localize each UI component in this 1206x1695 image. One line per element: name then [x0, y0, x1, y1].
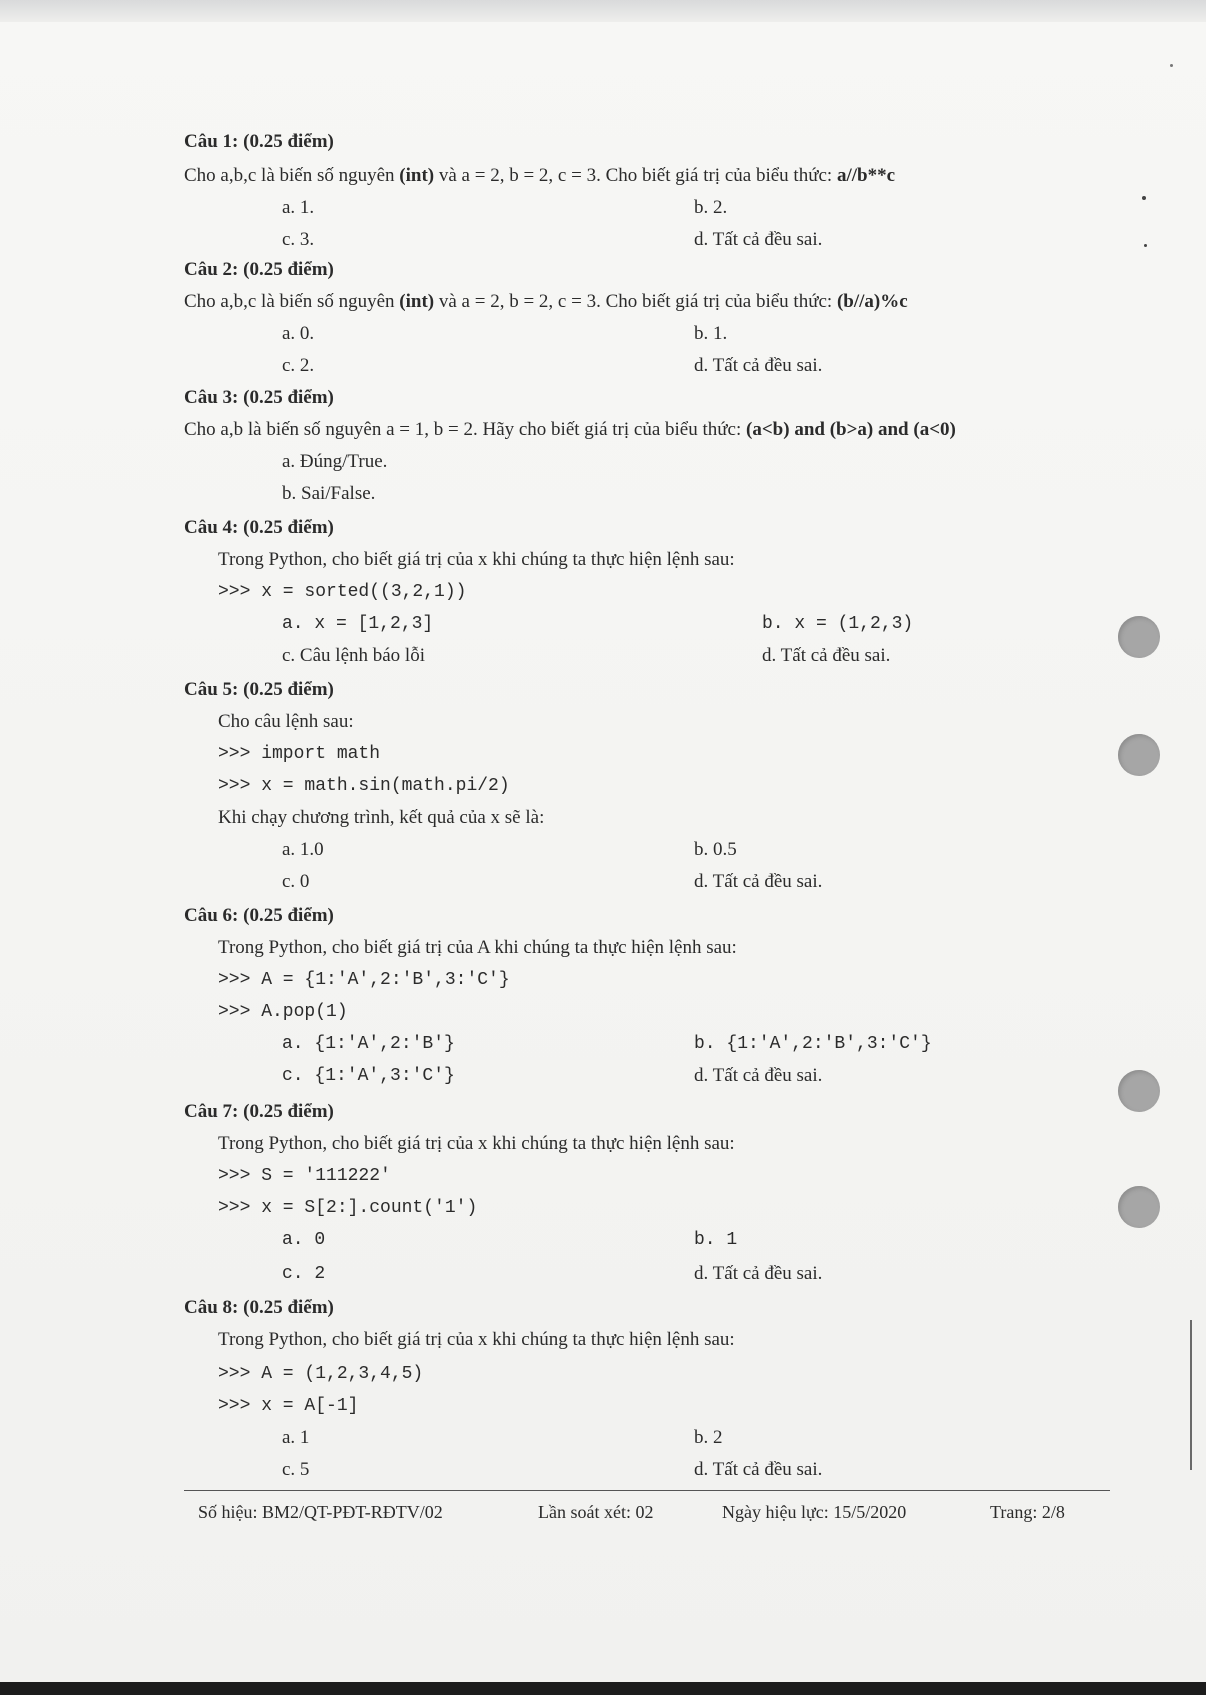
option-c: c. Câu lệnh báo lỗi [282, 645, 425, 666]
question-6-intro: Trong Python, cho biết giá trị của A khi chúng ta thực hiện lệnh sau: [218, 937, 737, 958]
stem-type: (int) [399, 165, 435, 186]
scan-speck [1142, 196, 1146, 200]
question-1-stem [184, 164, 895, 188]
option-b: b. 1. [694, 323, 728, 344]
option-b: b. 0.5 [694, 839, 737, 860]
option-b: b. x = (1,2,3) [762, 614, 914, 634]
option-c: c. 2 [282, 1264, 326, 1284]
punch-hole [1118, 734, 1160, 776]
option-d: d. Tất cả đều sai. [694, 229, 823, 250]
stem-text: và a = 2, b = 2, c = 3. Cho biết giá trị của biểu thức: [434, 165, 837, 186]
question-3-title: Câu 3: (0.25 điểm) [184, 387, 334, 408]
stem-text: Cho a,b,c là biến số nguyên [184, 291, 400, 312]
option-b: b. 1 [694, 1230, 738, 1250]
question-6-title: Câu 6: (0.25 điểm) [184, 905, 334, 926]
option-c: c. 2. [282, 355, 315, 376]
question-5-after: Khi chạy chương trình, kết quả của x sẽ là: [218, 807, 545, 828]
option-c: c. {1:'A',3:'C'} [282, 1066, 455, 1086]
code-line: >>> x = sorted((3,2,1)) [218, 582, 467, 602]
question-5-intro: Cho câu lệnh sau: [218, 711, 354, 732]
footer-effective-date: Ngày hiệu lực: 15/5/2020 [722, 1502, 907, 1522]
punch-hole [1118, 1070, 1160, 1112]
option-a: a. Đúng/True. [282, 451, 388, 472]
question-4-intro: Trong Python, cho biết giá trị của x khi chúng ta thực hiện lệnh sau: [218, 549, 735, 570]
question-2-title: Câu 2: (0.25 điểm) [184, 259, 334, 280]
code-line: >>> import math [218, 744, 381, 764]
option-a: a. x = [1,2,3] [282, 614, 434, 634]
option-a: a. 0 [282, 1230, 326, 1250]
option-a: a. 1. [282, 197, 315, 218]
option-c: c. 3. [282, 229, 315, 250]
stem-text: Cho a,b là biến số nguyên a = 1, b = 2. Hãy cho biết giá trị của biểu thức: [184, 419, 747, 440]
code-line: >>> x = math.sin(math.pi/2) [218, 776, 510, 796]
stem-text: và a = 2, b = 2, c = 3. Cho biết giá trị của biểu thức: [434, 291, 837, 312]
code-line: >>> S = '111222' [218, 1166, 391, 1186]
option-b: b. Sai/False. [282, 483, 376, 504]
question-7-intro: Trong Python, cho biết giá trị của x khi chúng ta thực hiện lệnh sau: [218, 1133, 735, 1154]
option-a: a. 1 [282, 1427, 310, 1448]
option-a: a. 0. [282, 323, 315, 344]
option-a: a. {1:'A',2:'B'} [282, 1034, 455, 1054]
question-5-title: Câu 5: (0.25 điểm) [184, 679, 334, 700]
option-a: a. 1.0 [282, 839, 324, 860]
footer-page-number: Trang: 2/8 [990, 1502, 1065, 1522]
punch-hole [1118, 1186, 1160, 1228]
question-2-stem [184, 290, 908, 314]
option-b: b. {1:'A',2:'B',3:'C'} [694, 1034, 932, 1054]
option-d: d. Tất cả đều sai. [694, 355, 823, 376]
scan-bottom-edge [0, 1682, 1206, 1695]
code-line: >>> A = {1:'A',2:'B',3:'C'} [218, 970, 510, 990]
option-b: b. 2 [694, 1427, 723, 1448]
footer-divider [184, 1490, 1110, 1491]
stem-expression: a//b**c [836, 165, 896, 186]
option-c: c. 5 [282, 1459, 310, 1480]
punch-hole [1118, 616, 1160, 658]
code-line: >>> x = S[2:].count('1') [218, 1198, 478, 1218]
option-d: d. Tất cả đều sai. [694, 1065, 823, 1086]
question-8-title: Câu 8: (0.25 điểm) [184, 1297, 334, 1318]
scan-speck [1170, 64, 1173, 67]
option-b: b. 2. [694, 197, 728, 218]
question-4-title: Câu 4: (0.25 điểm) [184, 517, 334, 538]
stem-expression: (b//a)%c [836, 291, 908, 312]
scan-speck [1144, 244, 1147, 247]
code-line: >>> A = (1,2,3,4,5) [218, 1364, 424, 1384]
scan-edge [1190, 1320, 1192, 1470]
question-8-intro: Trong Python, cho biết giá trị của x khi chúng ta thực hiện lệnh sau: [218, 1329, 735, 1350]
footer-revision: Lần soát xét: 02 [538, 1502, 654, 1522]
option-d: d. Tất cả đều sai. [694, 1263, 823, 1284]
code-line: >>> A.pop(1) [218, 1002, 348, 1022]
question-3-stem [184, 418, 956, 442]
stem-expression: (a<b) and (b>a) and (a<0) [746, 419, 956, 440]
stem-type: (int) [399, 291, 435, 312]
question-1-title: Câu 1: (0.25 điểm) [184, 131, 334, 152]
option-c: c. 0 [282, 871, 310, 892]
stem-text: Cho a,b,c là biến số nguyên [184, 165, 400, 186]
question-7-title: Câu 7: (0.25 điểm) [184, 1101, 334, 1122]
option-d: d. Tất cả đều sai. [762, 645, 891, 666]
scan-top-band [0, 0, 1206, 22]
option-d: d. Tất cả đều sai. [694, 1459, 823, 1480]
option-d: d. Tất cả đều sai. [694, 871, 823, 892]
code-line: >>> x = A[-1] [218, 1396, 359, 1416]
footer-doc-code: Số hiệu: BM2/QT-PĐT-RĐTV/02 [198, 1502, 443, 1522]
